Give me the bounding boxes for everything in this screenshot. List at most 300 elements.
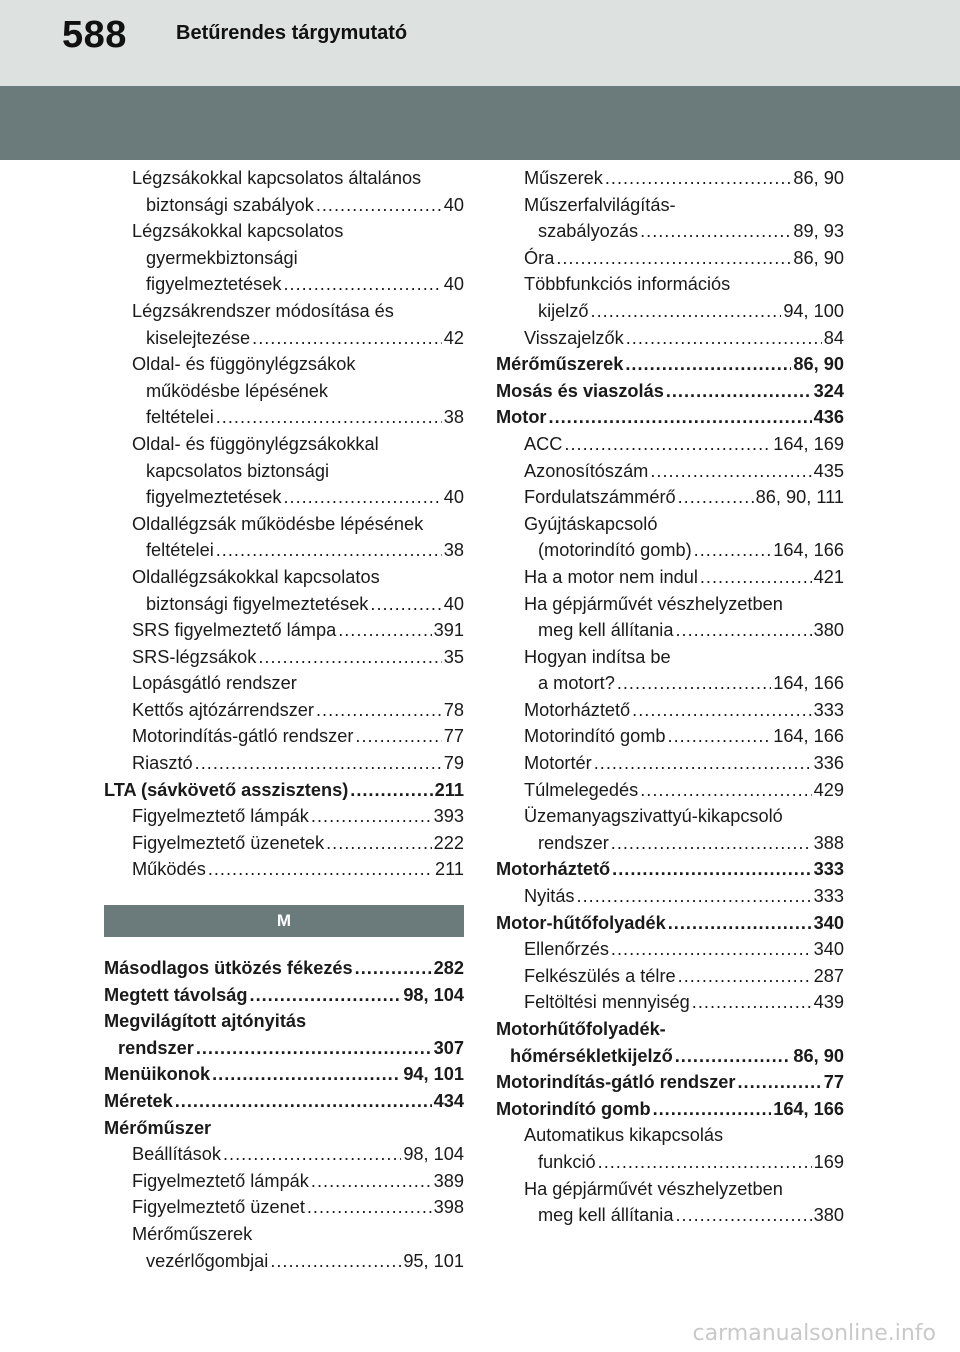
index-entry-main [496, 378, 844, 405]
index-entry-sub [104, 697, 464, 724]
index-entry-line [132, 192, 464, 219]
index-entry-page: 98, 104 [403, 984, 464, 1005]
index-entry-sub [104, 670, 464, 697]
dot-leader [650, 458, 811, 485]
dot-leader [692, 989, 812, 1016]
index-entry-line [132, 484, 464, 511]
dot-leader [617, 670, 771, 697]
index-entry-sub [104, 1168, 464, 1195]
dot-leader [270, 1248, 401, 1275]
index-entry-sub [496, 989, 844, 1016]
index-entry-term: Motortér [524, 753, 592, 774]
index-column-right [496, 165, 844, 1229]
index-entry-sub [104, 564, 464, 617]
index-entry-term: Figyelmeztető üzenet [132, 1197, 305, 1218]
index-entry-line [132, 537, 464, 564]
index-entry-line [132, 1221, 464, 1248]
index-entry-line [524, 271, 844, 298]
index-entry-term: Méretek [104, 1091, 173, 1111]
index-entry-term: biztonsági figyelmeztetések [146, 593, 369, 614]
page-header [0, 0, 960, 86]
dot-leader [632, 697, 811, 724]
dot-leader [653, 1096, 772, 1123]
index-entry-term: kiselejtezése [146, 327, 251, 348]
index-entry-page: 324 [813, 380, 844, 401]
dot-leader [611, 830, 812, 857]
index-entry-page: 380 [813, 1205, 844, 1226]
dot-leader [577, 883, 812, 910]
index-entry-term: Beállítások [132, 1144, 221, 1165]
index-entry-line [524, 1122, 844, 1149]
index-entry-line [132, 1141, 464, 1168]
dot-leader [626, 325, 822, 352]
index-entry-term: Üzemanyagszivattyú-kikapcsoló [524, 806, 783, 827]
index-entry-term: szabályozás [538, 221, 639, 242]
index-entry-line [524, 1176, 844, 1203]
index-entry-line [132, 271, 464, 298]
index-entry-term: Felkészülés a télre [524, 965, 676, 986]
index-entry-sub [496, 883, 844, 910]
index-entry-term: Motorindítás-gátló rendszer [496, 1072, 736, 1093]
index-entry-term: Azonosítószám [524, 460, 649, 481]
index-entry-line [524, 511, 844, 538]
index-entry-line [132, 298, 464, 325]
index-entry-sub [104, 298, 464, 351]
index-entry-main [496, 351, 844, 378]
dot-leader [175, 1088, 432, 1115]
index-entry-page: 38 [443, 407, 464, 428]
index-entry-line [496, 856, 844, 883]
index-entry-page: 78 [443, 699, 464, 720]
index-entry-sub [104, 856, 464, 883]
index-entry-line [496, 1043, 844, 1070]
index-entry-page: 391 [433, 620, 464, 641]
dot-leader [311, 803, 432, 830]
dot-leader [338, 617, 431, 644]
index-entry-page: 388 [813, 832, 844, 853]
index-entry-line [132, 1194, 464, 1221]
index-entry-term: meg kell állítania [538, 620, 674, 641]
dot-leader [556, 245, 791, 272]
dot-leader [640, 218, 791, 245]
dot-leader [611, 936, 812, 963]
index-entry-sub [496, 750, 844, 777]
index-entry-line [524, 1149, 844, 1176]
index-entry-page: 98, 104 [403, 1144, 464, 1165]
index-entry-line [524, 192, 844, 219]
index-entry-main [104, 1088, 464, 1115]
dot-leader [223, 1141, 401, 1168]
index-entry-main [496, 1016, 844, 1069]
index-entry-line [104, 777, 464, 804]
page-number: 588 [62, 14, 127, 56]
index-entry-term: Oldal- és függönylégzsákok [132, 354, 356, 375]
index-entry-line [524, 830, 844, 857]
index-entry-term: Megvilágított ajtónyitás [104, 1011, 307, 1032]
index-entry-page: 38 [443, 540, 464, 561]
index-entry-sub [496, 1122, 844, 1175]
index-entry-term: Oldal- és függönylégzsákokkal [132, 433, 379, 454]
dot-leader [370, 591, 441, 618]
index-entry-line [524, 564, 844, 591]
dot-leader [355, 955, 432, 982]
index-entry-line [132, 1168, 464, 1195]
index-entry-term: Motor-hűtőfolyadék [496, 912, 666, 933]
index-entry-main [104, 955, 464, 982]
index-list-left-top [104, 165, 464, 883]
index-entry-term: Ha a motor nem indul [524, 566, 698, 587]
index-entry-page: 333 [813, 699, 844, 720]
index-entry-term: Túlmelegedés [524, 779, 639, 800]
index-entry-page: 86, 90 [793, 168, 844, 188]
index-entry-page: 86, 90 [793, 247, 844, 268]
index-entry-line [104, 982, 464, 1009]
index-entry-term: Légzsákokkal kapcsolatos általános [132, 168, 422, 188]
index-entry-main [496, 404, 844, 431]
index-entry-line [132, 325, 464, 352]
index-entry-line [132, 378, 464, 405]
index-list-right [496, 165, 844, 1229]
index-entry-line [524, 670, 844, 697]
index-entry-line [524, 723, 844, 750]
index-entry-term: Többfunkciós információs [524, 274, 731, 295]
index-entry-line [496, 1016, 844, 1043]
index-entry-line [132, 165, 464, 192]
index-entry-term: Motor [496, 407, 547, 428]
index-entry-page: 164, 169 [773, 433, 844, 454]
index-entry-term: Kettős ajtózárrendszer [132, 699, 314, 720]
index-entry-term: Hogyan indítsa be [524, 646, 671, 667]
index-entry-line [132, 830, 464, 857]
index-entry-term: Automatikus kikapcsolás [524, 1125, 724, 1146]
index-entry-sub [496, 325, 844, 352]
index-entry-line [132, 803, 464, 830]
index-entry-line [132, 856, 464, 883]
index-entry-page: 40 [443, 274, 464, 295]
index-entry-sub [104, 1221, 464, 1274]
index-entry-line [104, 1061, 464, 1088]
index-entry-main [104, 1061, 464, 1088]
index-entry-sub [104, 511, 464, 564]
index-entry-main [104, 1008, 464, 1061]
index-entry-sub [104, 750, 464, 777]
index-entry-page: 282 [433, 958, 464, 979]
dot-leader [196, 1035, 432, 1062]
index-entry-main [496, 910, 844, 937]
index-entry-sub [496, 192, 844, 245]
index-entry-term: Motorindító gomb [524, 726, 666, 747]
index-entry-sub [104, 165, 464, 218]
index-entry-sub [496, 271, 844, 324]
index-entry-sub [496, 564, 844, 591]
dot-leader [355, 723, 441, 750]
index-entry-term: biztonsági szabályok [146, 194, 314, 215]
index-entry-line [524, 484, 844, 511]
index-entry-line [132, 591, 464, 618]
index-entry-line [496, 404, 844, 431]
index-entry-page: 333 [813, 859, 844, 880]
dot-leader [700, 564, 812, 591]
index-entry-line [524, 989, 844, 1016]
dot-leader [598, 1149, 812, 1176]
index-entry-line [132, 670, 464, 697]
index-entry-term: Fordulatszámmérő [524, 487, 676, 508]
index-entry-term: Ellenőrzés [524, 939, 609, 960]
index-entry-term: Nyitás [524, 886, 575, 907]
index-entry-sub [496, 936, 844, 963]
index-entry-line [524, 325, 844, 352]
index-entry-line [132, 511, 464, 538]
index-entry-page: 287 [813, 965, 844, 986]
index-entry-sub [496, 697, 844, 724]
index-entry-page: 434 [433, 1091, 464, 1111]
dot-leader [307, 1194, 432, 1221]
index-entry-sub [496, 644, 844, 697]
dot-leader [195, 750, 442, 777]
index-entry-term: Motorindító gomb [496, 1098, 651, 1119]
index-entry-line [132, 218, 464, 245]
index-entry-main [496, 1096, 844, 1123]
index-entry-main [496, 1069, 844, 1096]
index-entry-page: 86, 90, 111 [755, 487, 844, 508]
index-entry-line [524, 458, 844, 485]
dot-leader [640, 777, 811, 804]
index-entry-sub [496, 511, 844, 564]
index-entry-line [104, 1035, 464, 1062]
dot-leader [216, 537, 442, 564]
index-entry-line [524, 644, 844, 671]
index-entry-page: 84 [823, 327, 844, 348]
dot-leader [250, 982, 402, 1009]
dot-leader [258, 644, 441, 671]
index-entry-term: rendszer [118, 1037, 194, 1058]
index-entry-page: 94, 101 [403, 1064, 464, 1085]
index-entry-line [132, 1248, 464, 1275]
index-entry-page: 40 [443, 194, 464, 215]
index-entry-term: Ha gépjárművét vészhelyzetben [524, 593, 783, 614]
index-entry-sub [496, 723, 844, 750]
dot-leader [208, 856, 433, 883]
dot-leader [591, 298, 782, 325]
index-entry-page: 393 [433, 806, 464, 827]
index-entry-main [104, 1115, 464, 1142]
dot-leader [216, 404, 442, 431]
index-entry-term: Műszerek [524, 168, 603, 188]
index-entry-page: 435 [813, 460, 844, 481]
dot-leader [666, 378, 812, 405]
index-entry-sub [104, 723, 464, 750]
index-entry-page: 77 [443, 726, 464, 747]
index-entry-term: Figyelmeztető üzenetek [132, 832, 325, 853]
index-entry-page: 169 [813, 1151, 844, 1172]
index-column-left [104, 165, 464, 1274]
index-entry-term: Motorháztető [524, 699, 631, 720]
dot-leader [252, 325, 442, 352]
index-entry-page: 164, 166 [773, 726, 844, 747]
index-entry-line [524, 537, 844, 564]
index-entry-line [496, 351, 844, 378]
index-entry-term: Visszajelzők [524, 327, 624, 348]
index-entry-line [104, 1088, 464, 1115]
index-entry-page: 222 [433, 832, 464, 853]
index-entry-page: 211 [434, 779, 464, 800]
index-entry-term: Működés [132, 859, 206, 880]
index-entry-sub [104, 830, 464, 857]
dot-leader [316, 192, 442, 219]
index-entry-sub [496, 245, 844, 272]
index-entry-line [104, 1115, 464, 1142]
index-entry-page: 77 [823, 1072, 844, 1093]
index-entry-page: 333 [813, 886, 844, 907]
index-entry-line [524, 165, 844, 192]
index-entry-line [524, 697, 844, 724]
index-entry-page: 389 [433, 1170, 464, 1191]
index-entry-sub [496, 777, 844, 804]
index-entry-term: SRS figyelmeztető lámpa [132, 620, 337, 641]
index-entry-page: 340 [813, 912, 844, 933]
section-header-m: M [104, 905, 464, 937]
index-entry-main [104, 982, 464, 1009]
dot-leader [625, 351, 791, 378]
dot-leader [564, 431, 771, 458]
index-entry-sub [496, 963, 844, 990]
index-entry-term: Riasztó [132, 753, 193, 774]
index-entry-sub [104, 644, 464, 671]
dot-leader [350, 777, 432, 804]
index-entry-term: Feltöltési mennyiség [524, 992, 690, 1013]
index-entry-page: 211 [435, 859, 464, 880]
index-entry-sub [104, 803, 464, 830]
index-entry-term: Mérőműszerek [132, 1223, 253, 1244]
index-entry-term: Motorháztető [496, 859, 611, 880]
index-entry-term: a motort? [538, 673, 615, 694]
dot-leader [283, 484, 441, 511]
index-entry-term: Motorhűtőfolyadék- [496, 1019, 666, 1039]
index-entry-term: meg kell állítania [538, 1205, 674, 1226]
index-entry-page: 421 [813, 566, 844, 587]
index-entry-line [524, 431, 844, 458]
dot-leader [675, 1043, 792, 1070]
index-entry-term: feltételei [146, 540, 214, 561]
dot-leader [283, 271, 441, 298]
index-entry-line [132, 723, 464, 750]
index-entry-term: Gyújtáskapcsoló [524, 513, 658, 534]
index-entry-term: Menüikonok [104, 1064, 211, 1085]
index-entry-term: működésbe lépésének [146, 380, 328, 401]
index-entry-line [524, 750, 844, 777]
index-entry-page: 42 [443, 327, 464, 348]
index-entry-line [132, 564, 464, 591]
index-entry-page: 164, 166 [773, 540, 844, 561]
index-entry-sub [496, 165, 844, 192]
index-entry-term: vezérlőgombjai [146, 1250, 269, 1271]
index-entry-page: 336 [813, 753, 844, 774]
index-entry-line [524, 963, 844, 990]
index-entry-term: hőmérsékletkijelző [510, 1045, 673, 1066]
index-entry-term: Figyelmeztető lámpák [132, 1170, 309, 1191]
index-entry-sub [104, 218, 464, 298]
index-entry-page: 40 [443, 593, 464, 614]
index-entry-term: feltételei [146, 407, 214, 428]
index-entry-line [132, 750, 464, 777]
index-entry-line [132, 351, 464, 378]
index-entry-page: 398 [433, 1197, 464, 1218]
index-entry-sub [104, 1141, 464, 1168]
dot-leader [675, 617, 811, 644]
index-entry-term: Mérőműszer [104, 1117, 212, 1138]
index-entry-sub [104, 351, 464, 431]
index-entry-term: kapcsolatos biztonsági [146, 460, 329, 481]
index-entry-page: 89, 93 [793, 221, 844, 242]
dot-leader [675, 1202, 811, 1229]
index-entry-line [496, 910, 844, 937]
index-entry-page: 79 [443, 753, 464, 774]
index-entry-sub [496, 458, 844, 485]
index-entry-sub [104, 1194, 464, 1221]
index-entry-term: Légzsákrendszer módosítása és [132, 300, 394, 321]
index-entry-line [496, 378, 844, 405]
watermark: carmanualsonline.info [692, 1321, 936, 1346]
page-title: Betűrendes tárgymutató [176, 22, 408, 44]
index-entry-line [132, 404, 464, 431]
index-entry-line [524, 883, 844, 910]
index-entry-page: 95, 101 [403, 1250, 464, 1271]
index-entry-term: Mosás és viaszolás [496, 380, 664, 401]
dot-leader [549, 404, 812, 431]
index-entry-page: 86, 90 [793, 354, 844, 375]
index-entry-page: 340 [813, 939, 844, 960]
index-entry-page: 429 [813, 779, 844, 800]
index-entry-sub [496, 803, 844, 856]
dot-leader [678, 963, 812, 990]
index-entry-line [104, 955, 464, 982]
index-entry-term: Lopásgátló rendszer [132, 673, 297, 694]
index-entry-page: 307 [433, 1037, 464, 1058]
index-entry-line [132, 617, 464, 644]
index-entry-page: 40 [443, 487, 464, 508]
index-entry-page: 439 [813, 992, 844, 1013]
index-entry-page: 164, 166 [773, 673, 844, 694]
header-band [0, 86, 960, 160]
index-entry-line [524, 591, 844, 618]
dot-leader [678, 484, 754, 511]
index-entry-term: Megtett távolság [104, 984, 248, 1005]
dot-leader [668, 723, 772, 750]
index-entry-term: Figyelmeztető lámpák [132, 806, 309, 827]
index-entry-term: LTA (sávkövető asszisztens) [104, 779, 349, 800]
index-entry-term: Oldallégzsák működésbe lépésének [132, 513, 424, 534]
index-entry-term: figyelmeztetések [146, 274, 282, 295]
index-entry-sub [104, 617, 464, 644]
index-entry-term: kijelző [538, 300, 589, 321]
dot-leader [694, 537, 772, 564]
index-entry-main [104, 777, 464, 804]
index-entry-sub [496, 591, 844, 644]
index-entry-line [524, 617, 844, 644]
index-entry-term: ACC [524, 433, 563, 454]
index-entry-line [132, 245, 464, 272]
index-entry-line [524, 803, 844, 830]
dot-leader [316, 697, 442, 724]
index-entry-sub [496, 484, 844, 511]
index-entry-page: 35 [443, 646, 464, 667]
dot-leader [737, 1069, 821, 1096]
index-entry-term: Légzsákokkal kapcsolatos [132, 221, 344, 242]
index-entry-term: funkció [538, 1151, 596, 1172]
index-entry-sub [104, 431, 464, 511]
dot-leader [212, 1061, 401, 1088]
index-entry-term: Műszerfalvilágítás- [524, 194, 676, 215]
